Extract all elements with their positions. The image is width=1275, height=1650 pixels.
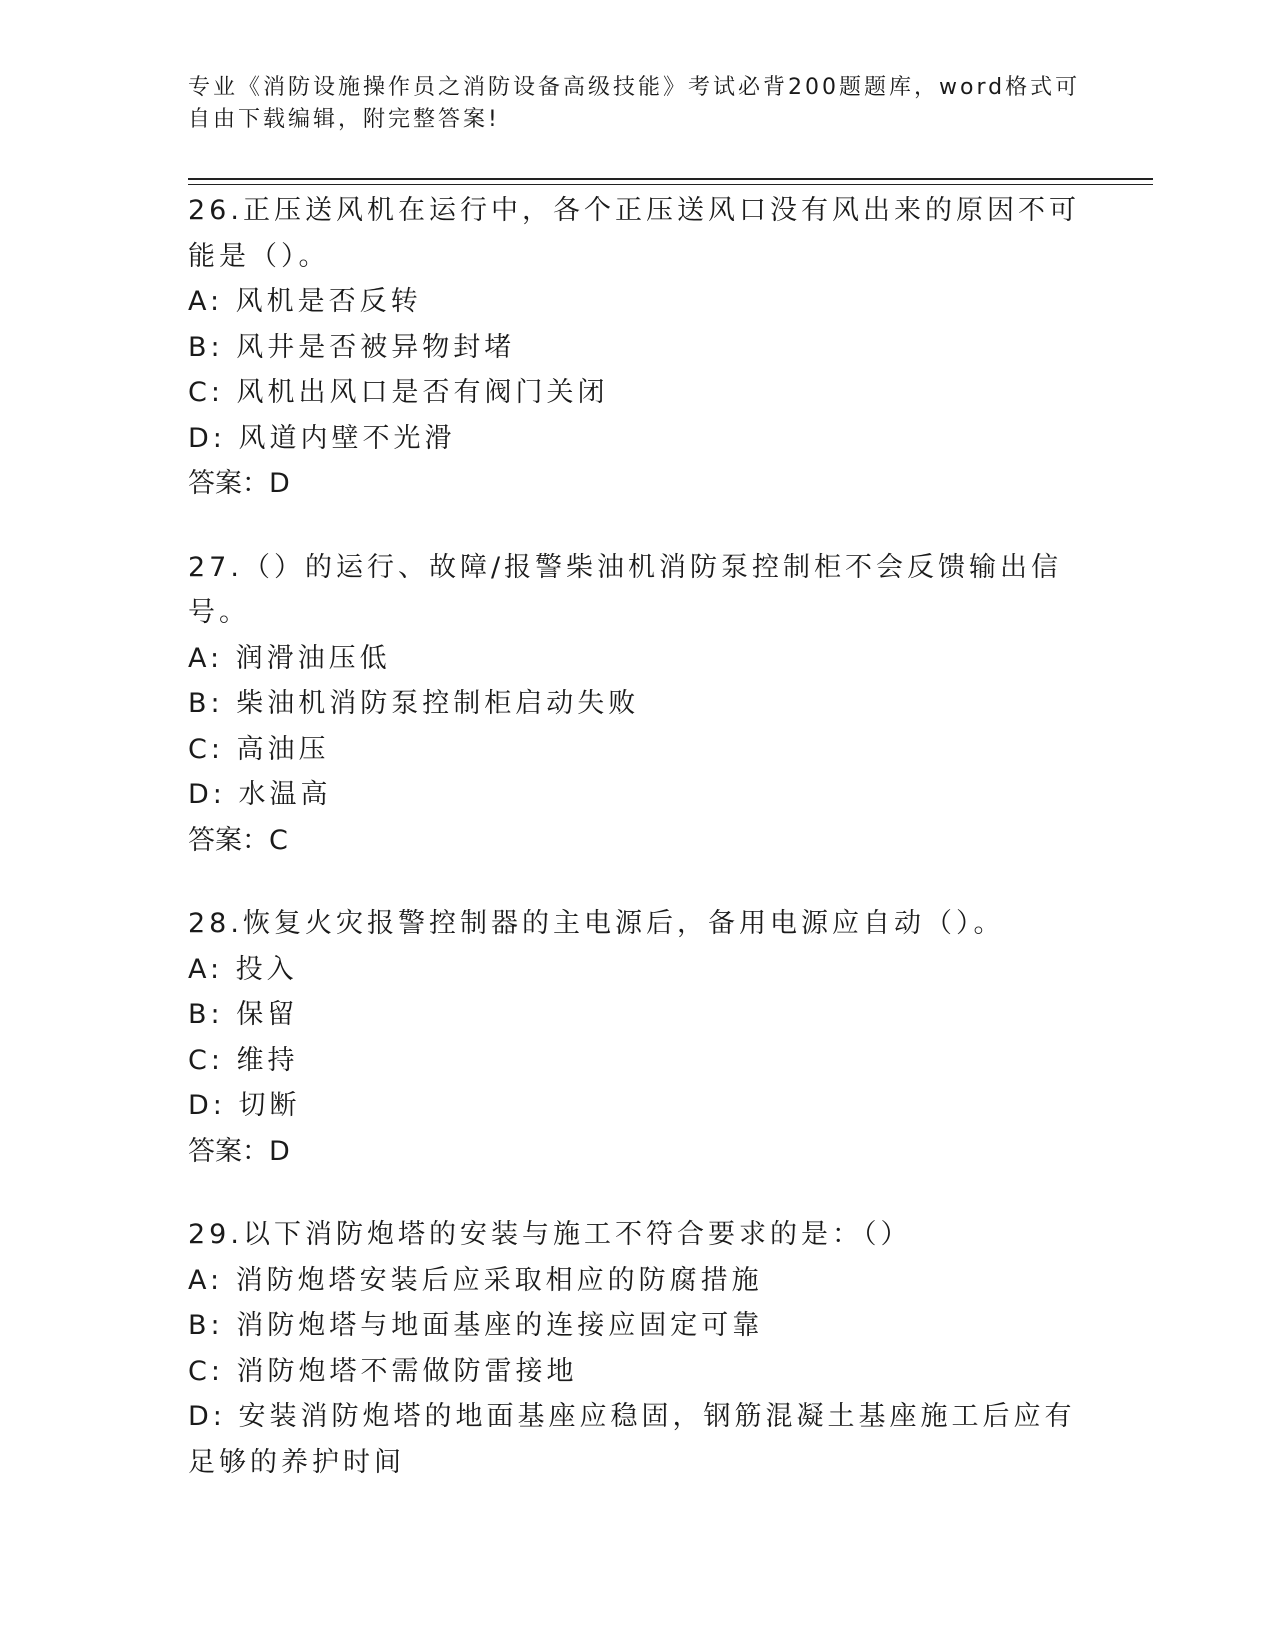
option-a: A: 风机是否反转: [188, 286, 422, 317]
question-28: [188, 901, 1088, 1174]
option-c: C: 高油压: [188, 733, 330, 765]
question-26: [188, 188, 1088, 507]
answer-line: 答案：D: [188, 1135, 290, 1167]
question-stem: 26.正压送风机在运行中，各个正压送风口没有风出来的原因不可能是（）。: [188, 195, 1080, 272]
option-d: D: 切断: [188, 1090, 301, 1121]
option-b: B: 消防炮塔与地面基座的连接应固定可靠: [188, 1310, 764, 1341]
question-29: [188, 1212, 1088, 1485]
option-a: A: 消防炮塔安装后应采取相应的防腐措施: [188, 1264, 763, 1296]
option-d: D: 风道内壁不光滑: [188, 422, 456, 454]
option-b: B: 保留: [188, 999, 299, 1030]
option-b: B: 柴油机消防泵控制柜启动失败: [188, 688, 640, 719]
option-c: C: 风机出风口是否有阀门关闭: [188, 377, 609, 408]
option-a: A: 润滑油压低: [188, 642, 391, 674]
question-stem: 27.（）的运行、故障/报警柴油机消防泵控制柜不会反馈输出信号。: [188, 551, 1063, 628]
option-a: A: 投入: [188, 953, 298, 985]
option-b: B: 风井是否被异物封堵: [188, 331, 516, 363]
option-c: C: 消防炮塔不需做防雷接地: [188, 1355, 578, 1387]
question-list: [188, 188, 1088, 1523]
option-c: C: 维持: [188, 1044, 299, 1076]
answer-line: 答案：C: [188, 824, 288, 856]
header-divider: [188, 178, 1153, 185]
question-stem: 29.以下消防炮塔的安装与施工不符合要求的是：（）: [188, 1219, 912, 1250]
question-stem: 28.恢复火灾报警控制器的主电源后，备用电源应自动（）。: [188, 908, 1005, 939]
option-d: D: 安装消防炮塔的地面基座应稳固，钢筋混凝土基座施工后应有足够的养护时间: [188, 1401, 1076, 1478]
question-27: [188, 545, 1088, 864]
option-d: D: 水温高: [188, 779, 332, 810]
answer-line: 答案：D: [188, 468, 290, 499]
document-header: 专业《消防设施操作员之消防设备高级技能》考试必背200题题库，word格式可自由下载编辑，附完整答案!: [188, 75, 1081, 132]
